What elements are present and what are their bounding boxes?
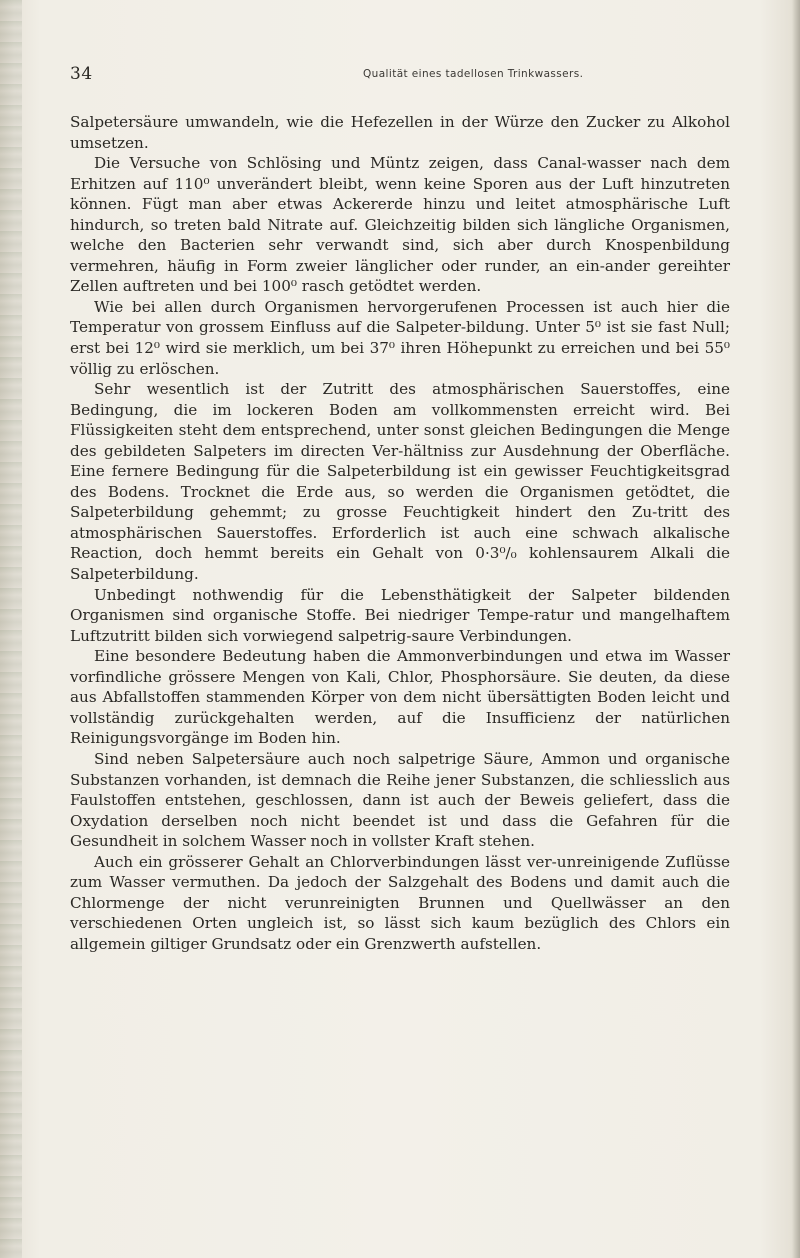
paragraph-3: Wie bei allen durch Organismen hervorgerufenen Processen ist auch hier die Temperatur von grossem Einfluss auf die Salpeter-bildung. Unter 5⁰ ist sie fast Null; erst bei 12⁰ wird sie merklich, um bei 37⁰ ihren Höhepunkt zu erreichen und bei 55⁰ völlig zu erlöschen. (70, 297, 730, 378)
page-number: 34 (70, 64, 93, 84)
paragraph-4: Sehr wesentlich ist der Zutritt des atmosphärischen Sauerstoffes, eine Bedingung, die im lockeren Boden am vollkommensten erreicht wird. Bei Flüssigkeiten steht dem entsprechend, unter sonst gleichen Bedingungen die Menge des gebildeten Salpeters im directen Ver-hältniss zur Ausdehnung der Oberfläche. Eine fernere Bedingung für die Salpeterbildung ist ein gewisser Feuchtigkeitsgrad des Bodens. Trocknet die Erde aus, so werden die Organismen getödtet, die Salpeterbildung gehemmt; zu grosse Feuchtigkeit hindert den Zu-tritt des atmosphärischen Sauerstoffes. Erforderlich ist auch eine schwach alkalische Reaction, doch hemmt bereits ein Gehalt von 0·3⁰/₀ kohlensaurem Alkali die Salpeterbildung. (70, 380, 730, 584)
page-right-edge (792, 0, 800, 1258)
running-head: Qualität eines tadellosen Trinkwassers. (363, 68, 584, 80)
paragraph-1: Salpetersäure umwandeln, wie die Hefezellen in der Würze den Zucker zu Alkohol umsetzen. (70, 113, 730, 152)
paragraph-8: Auch ein grösserer Gehalt an Chlorverbindungen lässt ver-unreinigende Zuflüsse zum Wasser vermuthen. Da jedoch der Salzgehalt des Bodens und damit auch die Chlormenge der nicht verunreinigten Brunnen und Quellwässer an den verschiedenen Orten ungleich ist, so lässt sich kaum bezüglich des Chlors ein allgemein giltiger Grundsatz oder ein Grenzwerth aufstellen. (70, 852, 730, 953)
paragraph-6: Eine besondere Bedeutung haben die Ammonverbindungen und etwa im Wasser vorfindliche grössere Mengen von Kali, Chlor, Phosphorsäure. Sie deuten, da diese aus Abfallstoffen stammenden Körper von dem nicht übersättigten Boden leicht und vollständig zurückgehalten werden, auf die Insufficienz der natürlichen Reinigungsvorgänge im Boden hin. (70, 647, 730, 748)
paragraph-5: Unbedingt nothwendig für die Lebensthätigkeit der Salpeter bildenden Organismen sind organische Stoffe. Bei niedriger Tempe-ratur und mangelhaftem Luftzutritt bilden sich vorwiegend salpetrig-saure Verbindungen. (70, 585, 730, 645)
paragraph-7: Sind neben Salpetersäure auch noch salpetrige Säure, Ammon und organische Substanzen vorhanden, ist demnach die Reihe jener Substanzen, die schliesslich aus Faulstoffen entstehen, geschlossen, dann ist auch der Beweis geliefert, dass die Oxydation derselben noch nicht beendet ist und dass die Gefahren für die Gesundheit in solchem Wasser noch in vollster Kraft stehen. (70, 749, 730, 851)
body-text (70, 112, 730, 954)
page-header (70, 64, 730, 86)
page-binding-edge (0, 0, 22, 1258)
paragraph-2: Die Versuche von Schlösing und Müntz zeigen, dass Canal-wasser nach dem Erhitzen auf 110⁰ unverändert bleibt, wenn keine Sporen aus der Luft hinzutreten können. Fügt man aber etwas Ackererde hinzu und leitet atmosphärische Luft hindurch, so treten bald Nitrate auf. Gleichzeitig bilden sich längliche Organismen, welche den Bacterien sehr verwandt sind, sich aber durch Knospenbildung vermehren, häufig in Form zweier länglicher oder runder, an ein-ander gereihter Zellen auftreten und bei 100⁰ rasch getödtet werden. (70, 154, 730, 296)
